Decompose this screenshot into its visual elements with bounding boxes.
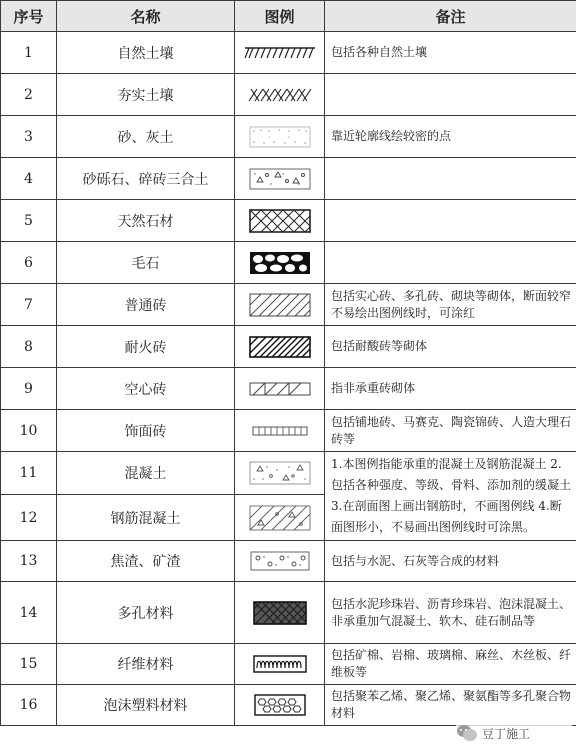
table-row — [1, 644, 576, 685]
reinforced-concrete-symbol — [235, 495, 325, 541]
sand-lime-soil-symbol — [235, 116, 325, 158]
concrete-symbol — [235, 452, 325, 495]
note — [325, 158, 576, 200]
row-number: 3 — [1, 116, 57, 158]
row-number: 2 — [1, 74, 57, 116]
note: 包括实心砖、多孔砖、砌块等砌体，断面较窄不易绘出图例线时，可涂红 — [325, 284, 576, 326]
table-row — [1, 541, 576, 582]
watermark-text: 豆丁施工 — [482, 726, 531, 741]
header-legend: 图例 — [235, 1, 325, 32]
note — [325, 74, 576, 116]
note: 包括各种自然土壤 — [325, 32, 576, 74]
row-number: 13 — [1, 541, 57, 582]
row-number: 12 — [1, 495, 57, 541]
row-number: 8 — [1, 326, 57, 368]
wechat-icon — [456, 724, 478, 742]
note: 包括矿棉、岩棉、玻璃棉、麻丝、木丝板、纤维板等 — [325, 644, 576, 685]
foam-plastic-symbol — [235, 685, 325, 726]
note — [325, 200, 576, 242]
header-row — [1, 1, 576, 32]
material-name: 焦渣、矿渣 — [57, 541, 235, 582]
table-row — [1, 116, 576, 158]
material-name: 天然石材 — [57, 200, 235, 242]
fiber-material-symbol — [235, 644, 325, 685]
note: 包括聚苯乙烯、聚乙烯、聚氨酯等多孔聚合物材料 — [325, 685, 576, 726]
material-name: 砂砾石、碎砖三合土 — [57, 158, 235, 200]
row-number: 14 — [1, 582, 57, 644]
note — [325, 242, 576, 284]
note: 包括铺地砖、马赛克、陶瓷锦砖、人造大理石砖等 — [325, 410, 576, 452]
cinder-slag-symbol — [235, 541, 325, 582]
material-name: 混凝土 — [57, 452, 235, 495]
table-row — [1, 582, 576, 644]
table-row — [1, 74, 576, 116]
row-number: 16 — [1, 685, 57, 726]
table-row — [1, 158, 576, 200]
note: 指非承重砖砌体 — [325, 368, 576, 410]
table-row — [1, 368, 576, 410]
material-name: 自然土壤 — [57, 32, 235, 74]
porous-material-symbol — [235, 582, 325, 644]
table-row — [1, 326, 576, 368]
material-name: 毛石 — [57, 242, 235, 284]
row-number: 4 — [1, 158, 57, 200]
header-name: 名称 — [57, 1, 235, 32]
material-name: 饰面砖 — [57, 410, 235, 452]
material-name: 砂、灰土 — [57, 116, 235, 158]
rubble-stone-symbol — [235, 242, 325, 284]
gravel-brick-triple-soil-symbol — [235, 158, 325, 200]
row-number: 9 — [1, 368, 57, 410]
watermark — [456, 718, 572, 748]
material-name: 夯实土壤 — [57, 74, 235, 116]
material-name: 泡沫塑料材料 — [57, 685, 235, 726]
table-row — [1, 452, 576, 495]
table-row — [1, 410, 576, 452]
material-name: 普通砖 — [57, 284, 235, 326]
table-row — [1, 242, 576, 284]
row-number: 6 — [1, 242, 57, 284]
common-brick-symbol — [235, 284, 325, 326]
material-name: 多孔材料 — [57, 582, 235, 644]
fire-brick-symbol — [235, 326, 325, 368]
row-number: 7 — [1, 284, 57, 326]
material-name: 纤维材料 — [57, 644, 235, 685]
note: 包括与水泥、石灰等合成的材料 — [325, 541, 576, 582]
note: 包括耐酸砖等砌体 — [325, 326, 576, 368]
header-note: 备注 — [325, 1, 576, 32]
header-no: 序号 — [1, 1, 57, 32]
table-row — [1, 32, 576, 74]
note: 靠近轮廓线绘较密的点 — [325, 116, 576, 158]
natural-soil-symbol — [235, 32, 325, 74]
material-name: 耐火砖 — [57, 326, 235, 368]
hollow-brick-symbol — [235, 368, 325, 410]
row-number: 15 — [1, 644, 57, 685]
material-name: 钢筋混凝土 — [57, 495, 235, 541]
row-number: 10 — [1, 410, 57, 452]
row-number: 1 — [1, 32, 57, 74]
note-concrete-merged: 1.本图例指能承重的混凝土及钢筋混凝土 2.包括各种强度、等级、骨料、添加剂的缓凝土 3.在剖面图上画出钢筋时，不画图例线 4.断面图形小，不易画出图例线时可涂黑。 — [325, 452, 576, 541]
natural-stone-symbol — [235, 200, 325, 242]
table-row — [1, 284, 576, 326]
row-number: 5 — [1, 200, 57, 242]
rammed-soil-symbol — [235, 74, 325, 116]
table-row — [1, 200, 576, 242]
material-name: 空心砖 — [57, 368, 235, 410]
note: 包括水泥珍珠岩、沥青珍珠岩、泡沫混凝土、非承重加气混凝土、软木、硅石制品等 — [325, 582, 576, 644]
row-number: 11 — [1, 452, 57, 495]
facing-brick-symbol — [235, 410, 325, 452]
